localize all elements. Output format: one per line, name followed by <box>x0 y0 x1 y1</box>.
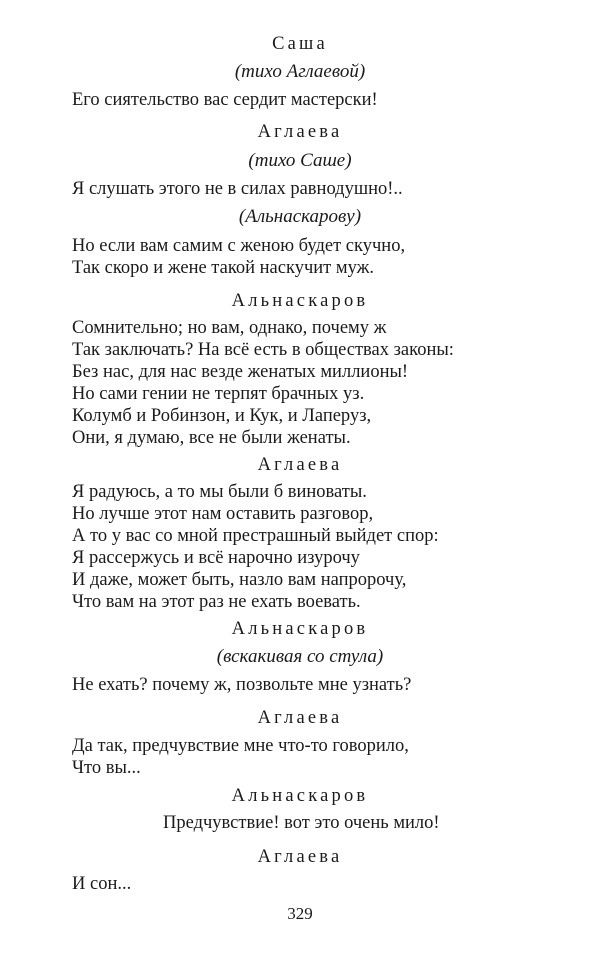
stage-direction: (тихо Саше) <box>248 150 352 171</box>
verse-line: Но если вам самим с женою будет скучно, <box>72 236 406 256</box>
verse-line: Они, я думаю, все не были женаты. <box>72 428 351 448</box>
verse-line: Без нас, для нас везде женатых миллионы! <box>72 362 409 382</box>
verse-line: Так заключать? На всё есть в обществах законы: <box>72 340 454 360</box>
verse-line: Что вам на этот раз не ехать воевать. <box>72 592 361 612</box>
verse-line: Колумб и Робинзон, и Кук, и Лаперуз, <box>72 406 372 426</box>
speaker-name: Аглаева <box>257 122 343 142</box>
verse-block <box>72 89 592 111</box>
verse-block <box>163 812 600 834</box>
verse-line: Я рассержусь и всё нарочно изурочу <box>72 548 360 568</box>
verse-line: И даже, может быть, назло вам напророчу, <box>72 570 407 590</box>
verse-block <box>72 481 592 613</box>
verse-block <box>72 178 592 200</box>
verse-line: Его сиятельство вас сердит мастерски! <box>72 90 378 110</box>
verse-block <box>72 873 592 895</box>
speaker-name: Альнаскаров <box>231 291 369 311</box>
verse-block <box>72 674 592 696</box>
verse-line: Так скоро и жене такой наскучит муж. <box>72 258 374 278</box>
verse-line: Не ехать? почему ж, позвольте мне узнать? <box>72 675 412 695</box>
stage-direction: (Альнаскарову) <box>238 206 362 227</box>
verse-line: Предчувствие! вот это очень мило! <box>163 813 440 833</box>
speaker-name: Саша <box>272 34 328 54</box>
verse-line: А то у вас со мной престрашный выйдет спор: <box>72 526 439 546</box>
verse-line: Я радуюсь, а то мы были б виноваты. <box>72 482 367 502</box>
verse-line: И сон... <box>72 874 132 894</box>
speaker-name: Аглаева <box>257 455 343 475</box>
verse-line: Но лучше этот нам оставить разговор, <box>72 504 374 524</box>
stage-direction: (тихо Аглаевой) <box>234 61 366 82</box>
speaker-name: Аглаева <box>257 847 343 867</box>
verse-line: Что вы... <box>72 758 141 778</box>
verse-line: Да так, предчувствие мне что-то говорило, <box>72 736 409 756</box>
stage-direction: (вскакивая со стула) <box>216 646 384 667</box>
verse-block <box>72 735 592 779</box>
speaker-name: Аглаева <box>257 708 343 728</box>
verse-block <box>72 235 592 279</box>
page-number: 329 <box>287 904 313 923</box>
verse-block <box>72 317 592 449</box>
speaker-name: Альнаскаров <box>231 786 369 806</box>
speaker-name: Альнаскаров <box>231 619 369 639</box>
verse-line: Я слушать этого не в силах равнодушно!.. <box>72 179 403 199</box>
verse-line: Сомнительно; но вам, однако, почему ж <box>72 318 387 338</box>
verse-line: Но сами гении не терпят брачных уз. <box>72 384 365 404</box>
